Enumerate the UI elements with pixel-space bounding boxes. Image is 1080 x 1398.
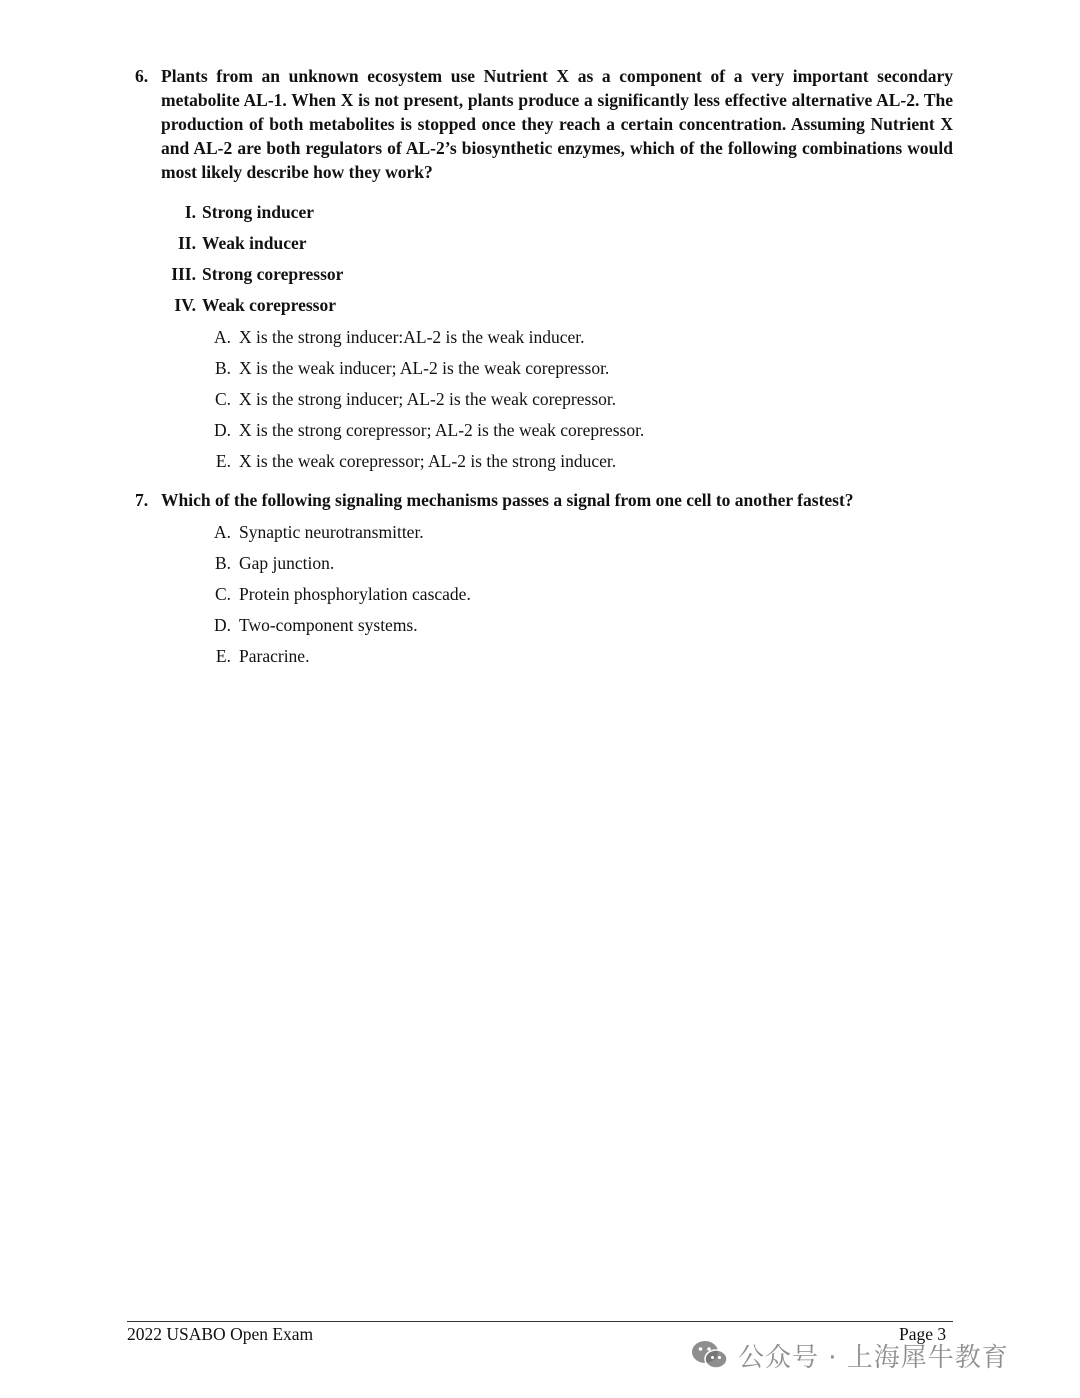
answer-option-b[interactable] [214, 356, 610, 380]
roman-numeral: IV. [174, 295, 196, 315]
question-7-stem: Which of the following signaling mechanisms passes a signal from one cell to another fastest? [161, 490, 854, 510]
answer-option-e[interactable] [215, 644, 310, 668]
option-text: Paracrine. [239, 646, 310, 666]
answer-option-c[interactable] [214, 582, 471, 606]
option-letter: E. [215, 646, 231, 666]
question-6-number: 6. [135, 66, 149, 86]
option-text: X is the strong corepressor; AL-2 is the weak corepressor. [239, 420, 645, 440]
roman-numeral: III. [171, 264, 196, 284]
watermark-text: 公众号 · 上海犀牛教育 [738, 1342, 1009, 1373]
footer-page-number: Page 3 [899, 1324, 947, 1344]
option-text: X is the strong inducer:AL-2 is the weak inducer. [239, 327, 585, 347]
question-7 [135, 488, 953, 512]
watermark [690, 1336, 1050, 1374]
option-letter: A. [213, 327, 231, 347]
wechat-icon [690, 1338, 730, 1372]
option-letter: D. [213, 420, 231, 440]
roman-text: Weak corepressor [202, 295, 336, 315]
roman-item [184, 200, 314, 224]
answer-option-d[interactable] [213, 613, 418, 637]
option-text: X is the weak corepressor; AL-2 is the strong inducer. [239, 451, 617, 471]
option-letter: A. [213, 522, 231, 542]
option-text: Synaptic neurotransmitter. [239, 522, 424, 542]
roman-text: Strong corepressor [202, 264, 344, 284]
roman-numeral: I. [184, 202, 196, 222]
option-text: X is the strong inducer; AL-2 is the weak corepressor. [239, 389, 617, 409]
roman-item [171, 262, 344, 286]
option-text: Two-component systems. [239, 615, 418, 635]
question-6 [135, 64, 953, 184]
option-letter: B. [214, 358, 231, 378]
answer-option-a[interactable] [213, 520, 424, 544]
option-text: Gap junction. [239, 553, 335, 573]
option-letter: E. [215, 451, 231, 471]
option-text: X is the weak inducer; AL-2 is the weak corepressor. [239, 358, 610, 378]
answer-option-b[interactable] [214, 551, 335, 575]
roman-text: Strong inducer [202, 202, 314, 222]
answer-option-a[interactable] [213, 325, 585, 349]
answer-option-c[interactable] [214, 387, 617, 411]
answer-option-e[interactable] [215, 449, 617, 473]
option-letter: B. [214, 553, 231, 573]
option-letter: D. [213, 615, 231, 635]
question-7-number: 7. [135, 490, 149, 510]
footer-exam-title: 2022 USABO Open Exam [127, 1324, 314, 1344]
roman-text: Weak inducer [202, 233, 307, 253]
roman-item [174, 293, 336, 317]
answer-option-d[interactable] [213, 418, 645, 442]
option-text: Protein phosphorylation cascade. [239, 584, 471, 604]
question-6-stem: Plants from an unknown ecosystem use Nutrient X as a component of a very important secondary metabolite AL-1. When X is not present, plants produce a significantly less effective alternative AL-2. The production of both metabolites is stopped once they reach a certain concentration. Assuming Nutrient X and AL-2 are both regulators of AL-2’s biosynthetic enzymes, which of the following combinations would most likely describe how they work? [161, 66, 953, 182]
roman-numeral: II. [178, 233, 196, 253]
option-letter: C. [214, 389, 231, 409]
roman-item [178, 231, 307, 255]
option-letter: C. [214, 584, 231, 604]
